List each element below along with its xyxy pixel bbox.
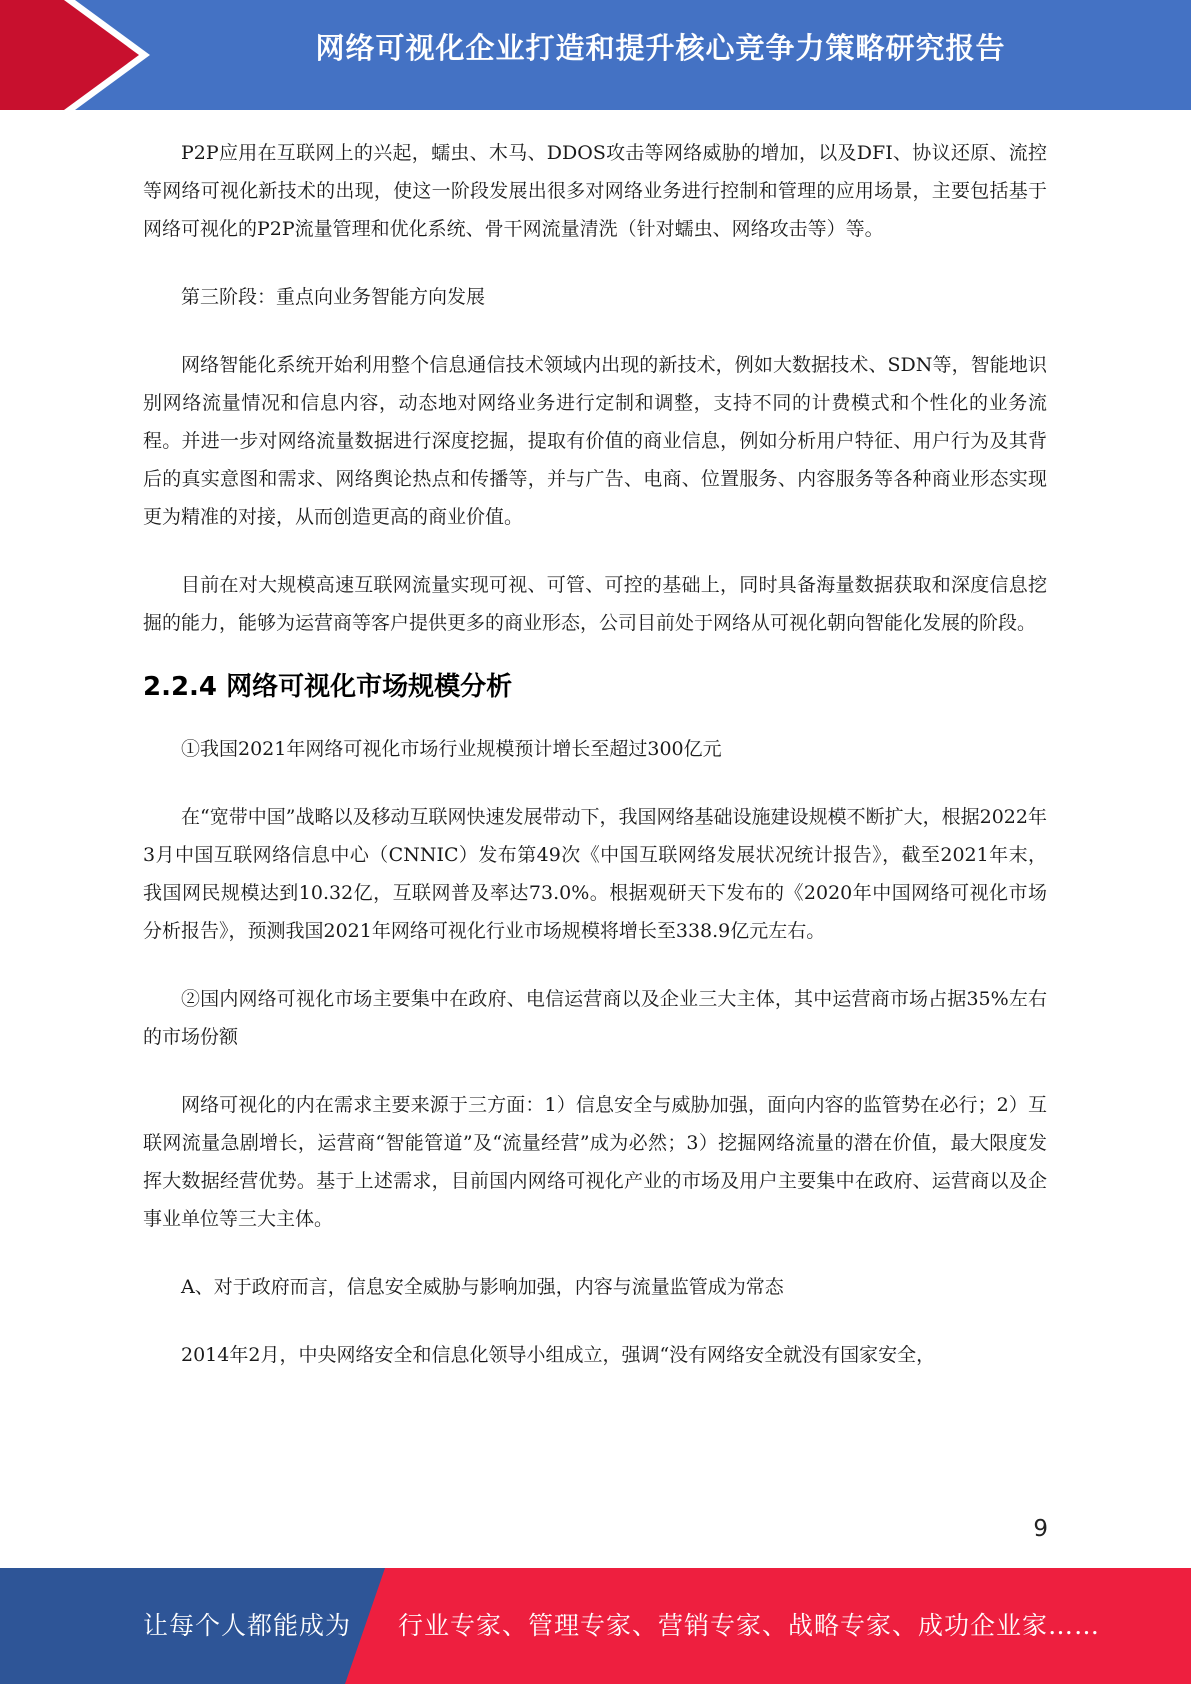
paragraph-market-scale-detail: 在“宽带中国”战略以及移动互联网快速发展带动下，我国网络基础设施建设规模不断扩大，根据2022年3月中国互联网络信息中心（CNNIC）发布第49次《中国互联网络发展状况统计报告》，截至2021年末，我国网民规模达到10.32亿，互联网普及率达73.0%。根据观研天下发布的《2020年中国网络可视化市场分析报告》，预测我国2021年网络可视化行业市场规模将增长至338.9亿元左右。	[143, 806, 1047, 942]
paragraph-government-point: A、对于政府而言，信息安全威胁与影响加强，内容与流量监管成为常态	[181, 1276, 784, 1298]
section-heading: 2.2.4 网络可视化市场规模分析	[143, 672, 513, 702]
paragraph-intelligent-systems: 网络智能化系统开始利用整个信息通信技术领域内出现的新技术，例如大数据技术、SDN等，智能地识别网络流量情况和信息内容，动态地对网络业务进行定制和调整，支持不同的计费模式和个性化的业务流程。并进一步对网络流量数据进行深度挖掘，提取有价值的商业信息，例如分析用户特征、用户行为及其背后的真实意图和需求、网络舆论热点和传播等，并与广告、电商、位置服务、内容服务等各种商业形态实现更为精准的对接，从而创造更高的商业价值。	[143, 354, 1047, 528]
paragraph-stage-three-title: 第三阶段：重点向业务智能方向发展	[181, 286, 486, 308]
paragraph-p2p-stage: P2P应用在互联网上的兴起，蠕虫、木马、DDOS攻击等网络威胁的增加，以及DFI、协议还原、流控等网络可视化新技术的出现，使这一阶段发展出很多对网络业务进行控制和管理的应用场景，主要包括基于网络可视化的P2P流量管理和优化系统、骨干网流量清洗（针对蠕虫、网络攻击等）等。	[143, 142, 1047, 240]
paragraph-market-scale-point: ①我国2021年网络可视化市场行业规模预计增长至超过300亿元	[181, 738, 722, 760]
document-title: 网络可视化企业打造和提升核心竞争力策略研究报告	[315, 31, 1006, 65]
document-body	[143, 134, 1047, 1374]
footer-slogan-right: 行业专家、管理专家、营销专家、战略专家、成功企业家……	[398, 1611, 1101, 1640]
footer-slogan-left: 让每个人都能成为	[143, 1611, 352, 1640]
page-header	[0, 0, 1191, 110]
paragraph-2014-cyber-security: 2014年2月，中央网络安全和信息化领导小组成立，强调“没有网络安全就没有国家安全，	[181, 1344, 936, 1366]
paragraph-current-status: 目前在对大规模高速互联网流量实现可视、可管、可控的基础上，同时具备海量数据获取和深度信息挖掘的能力，能够为运营商等客户提供更多的商业形态，公司目前处于网络从可视化朝向智能化发展的阶段。	[143, 574, 1047, 634]
paragraph-market-share-point: ②国内网络可视化市场主要集中在政府、电信运营商以及企业三大主体，其中运营商市场占据35%左右的市场份额	[143, 988, 1047, 1048]
paragraph-demand-sources: 网络可视化的内在需求主要来源于三方面：1）信息安全与威胁加强，面向内容的监管势在必行；2）互联网流量急剧增长，运营商“智能管道”及“流量经营”成为必然；3）挖掘网络流量的潜在价值，最大限度发挥大数据经营优势。基于上述需求，目前国内网络可视化产业的市场及用户主要集中在政府、运营商以及企事业单位等三大主体。	[143, 1094, 1047, 1230]
page-footer	[0, 1568, 1191, 1684]
page-number: 9	[1033, 1516, 1048, 1542]
